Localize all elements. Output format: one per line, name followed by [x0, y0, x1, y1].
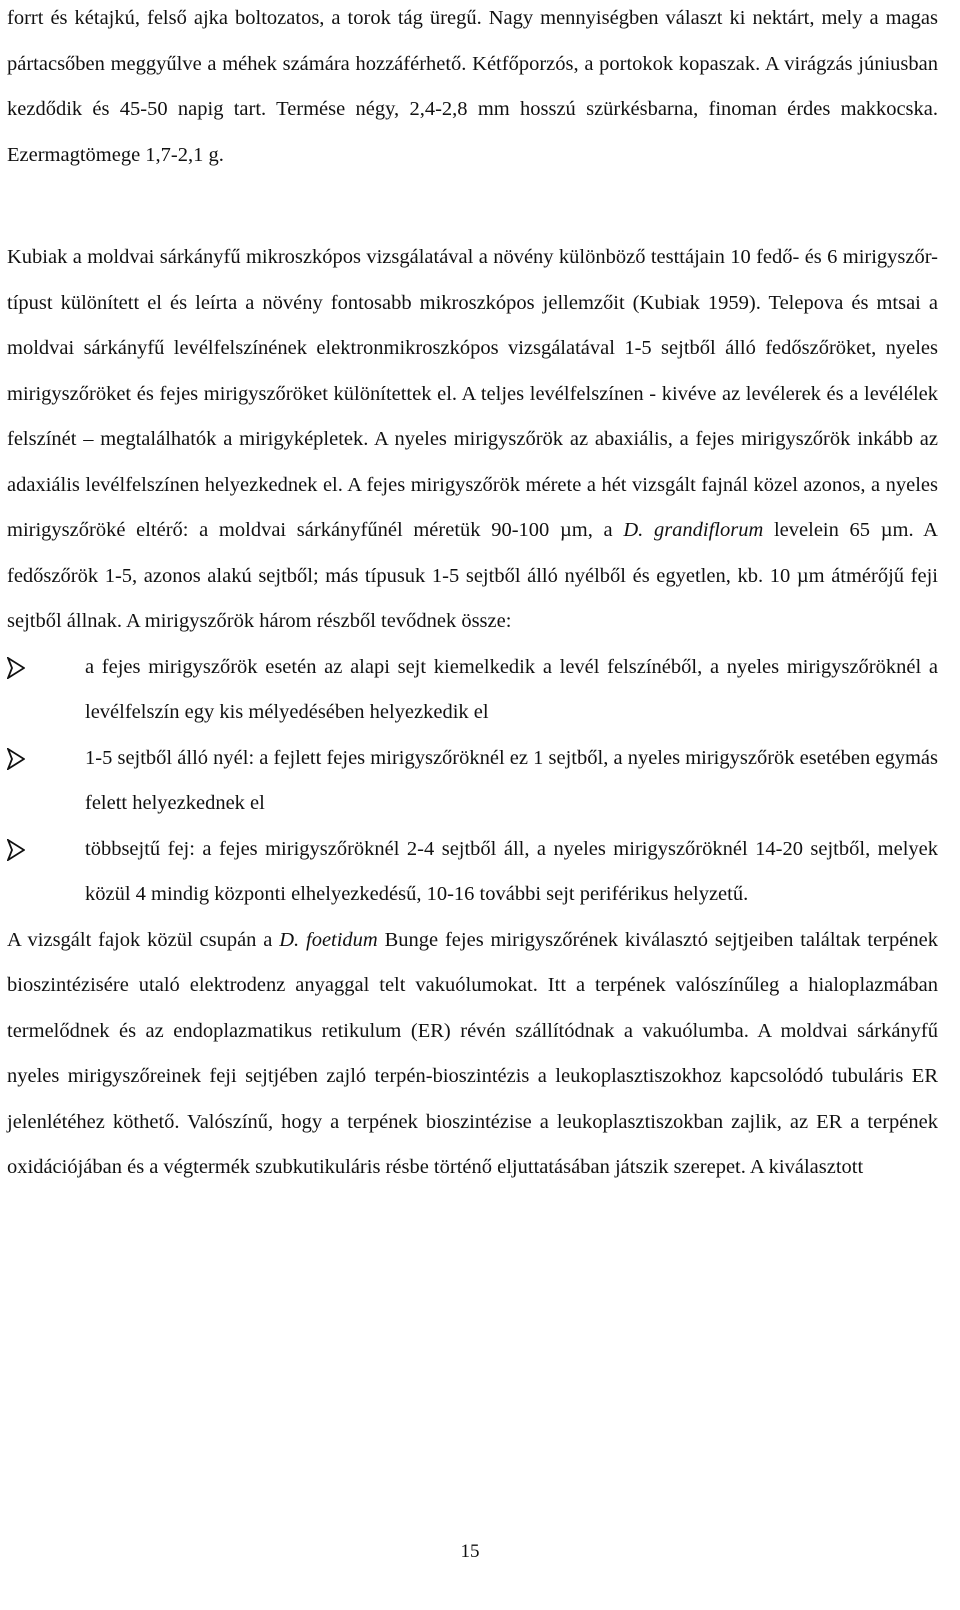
- paragraph-3: [7, 918, 938, 1191]
- paragraph-2: [7, 235, 938, 645]
- paragraph-1: forrt és kétajkú, felső ajka boltozatos, a torok tág üregű. Nagy mennyiségben választ ki nektárt, mely a magas pártacsőben meggyűlve a méhek számára hozzáférhető. Kétfőporzós, a portokok kopaszak. A virágzás júniusban kezdődik és 45-50 napig tart. Termése négy, 2,4-2,8 mm hosszú szürkésbarna, finoman érdes makkocska. Ezermagtömege 1,7-2,1 g.: [7, 7, 938, 166]
- paragraph-2-text: Kubiak a moldvai sárkányfű mikroszkópos vizsgálatával a növény különböző testtájain 10 fedő- és 6 mirigyszőr-típust különített el és leírta a növény fontosabb mikroszkópos jellemzőit (Kubiak 1959). Telepova és mtsai a moldvai sárkányfű levélfelszínének elektronmikroszkópos vizsgálatával 1-5 sejtből álló fedőszőröket, nyeles mirigyszőröket és fejes mirigyszőröket különítettek el. A teljes levélfelszínen - kivéve az levélerek és a levélélek felszínét – megtalálhatók a mirigyképletek. A nyeles mirigyszőrök az abaxiális, a fejes mirigyszőrök inkább az adaxiális levélfelszínen helyezkednek el. A fejes mirigyszőrök mérete a hét vizsgált fajnál közel azonos, a nyeles mirigyszőröké eltérő: a moldvai sárkányfűnél méretük 90-100 µm, a: [7, 246, 938, 541]
- arrowhead-bullet-icon: [7, 657, 25, 679]
- list-item-text: 1-5 sejtből álló nyél: a fejlett fejes mirigyszőröknél ez 1 sejtből, a nyeles mirigyszőrök esetében egymás felett helyezkednek el: [85, 746, 938, 814]
- text-body: [7, 235, 938, 1191]
- list-item: [7, 645, 938, 736]
- species-name-foetidum: D. foetidum: [279, 928, 378, 951]
- list-item-text: a fejes mirigyszőrök esetén az alapi sejt kiemelkedik a levél felszínéből, a nyeles mirigyszőröknél a levélfelszín egy kis mélyedésében helyezkedik el: [85, 655, 938, 723]
- paragraph-3-tail: Bunge fejes mirigyszőrének kiválasztó sejtjeiben találtak terpének bioszintézisére utaló elektrodenz anyaggal telt vakuólumokat. Itt a terpének valószínűleg a hialoplazmában termelődnek és az endoplazmatikus retikulum (ER) révén szállítódnak a vakuólumba. A moldvai sárkányfű nyeles mirigyszőreinek feji sejtjében zajló terpén-bioszintézis a leukoplasztiszokhoz kapcsolódó tubuláris ER jelenlétéhez köthető. Valószínű, hogy a terpének bioszintézise a leukoplasztiszokban zajlik, az ER a terpének oxidációjában és a végtermék szubkutikuláris résbe történő eljuttatásában játszik szerepet. A kiválasztott: [7, 928, 938, 1178]
- page-number: 15: [460, 1541, 480, 1562]
- paragraph-2-tail: levelein 65 µm. A fedőszőrök 1-5, azonos alakú sejtből; más típusuk 1-5 sejtből álló nyélből és egyetlen, kb. 10 µm átmérőjű feji sejtből állnak. A mirigyszőrök három részből tevődnek össze:: [7, 519, 938, 632]
- list-item-text: többsejtű fej: a fejes mirigyszőröknél 2-4 sejtből áll, a nyeles mirigyszőröknél 14-20 sejtből, melyek közül 4 mindig központi elhelyezkedésű, 10-16 további sejt periférikus helyzetű.: [85, 837, 938, 905]
- bullet-list: [7, 645, 938, 918]
- paragraph-3-head: A vizsgált fajok közül csupán a: [7, 928, 280, 951]
- species-name-grandiflorum: D. grandiflorum: [623, 519, 764, 541]
- list-item: [7, 736, 938, 827]
- list-item: [7, 827, 938, 918]
- arrowhead-bullet-icon: [7, 839, 25, 861]
- arrowhead-bullet-icon: [7, 748, 25, 770]
